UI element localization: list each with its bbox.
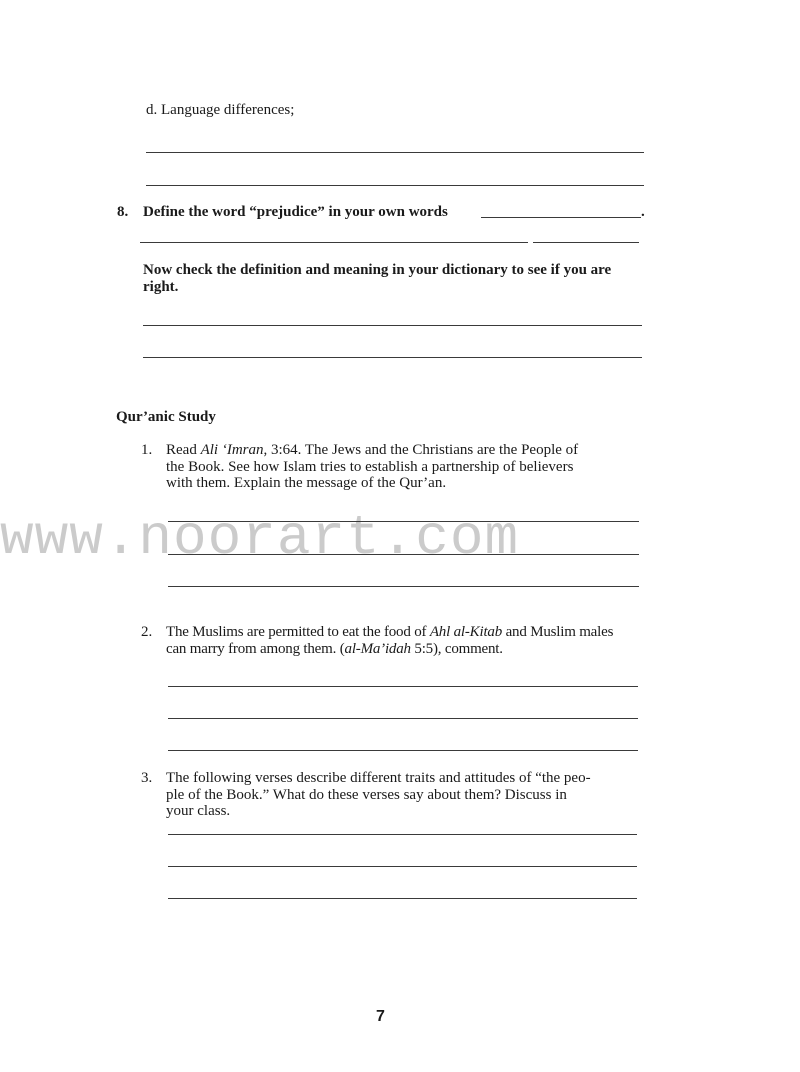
answer-line[interactable] xyxy=(168,834,637,835)
text-line: the Book. See how Islam tries to establish a partnership of believers xyxy=(166,458,574,475)
answer-line[interactable] xyxy=(168,586,639,587)
item-d-language-differences: d. Language differences; xyxy=(146,102,295,118)
answer-line[interactable] xyxy=(143,357,642,358)
question-8-number: 8. xyxy=(117,204,129,220)
answer-line[interactable] xyxy=(140,242,528,243)
text-line: ple of the Book.” What do these verses say about them? Discuss in xyxy=(166,786,567,803)
answer-line[interactable] xyxy=(146,185,644,186)
text-line: Read Ali ‘Imran, 3:64. The Jews and the Christians are the People of xyxy=(166,442,579,458)
answer-line[interactable] xyxy=(168,686,638,687)
answer-line[interactable] xyxy=(168,718,638,719)
inline-answer-line[interactable] xyxy=(481,217,641,218)
question-3-text xyxy=(166,770,591,820)
answer-line[interactable] xyxy=(168,750,638,751)
question-2-number: 2. xyxy=(141,624,153,640)
answer-line[interactable] xyxy=(168,554,639,555)
answer-line[interactable] xyxy=(168,866,637,867)
answer-line[interactable] xyxy=(146,152,644,153)
answer-line[interactable] xyxy=(168,521,639,522)
answer-line[interactable] xyxy=(168,898,637,899)
question-2-text xyxy=(166,624,613,657)
question-3-number: 3. xyxy=(141,770,153,786)
watermark: www.noorart.com xyxy=(0,506,520,570)
instruction-line: Now check the definition and meaning in your dictionary to see if you are xyxy=(143,262,612,278)
text-line: your class. xyxy=(166,803,231,819)
answer-line[interactable] xyxy=(533,242,639,243)
question-8-instruction xyxy=(143,262,611,295)
page-number: 7 xyxy=(376,1008,385,1025)
question-1-text xyxy=(166,442,578,492)
section-heading-quranic-study: Qur’anic Study xyxy=(116,409,216,425)
question-8-period: . xyxy=(641,204,645,220)
text-line: The Muslims are permitted to eat the food of Ahl al-Kitab and Muslim males xyxy=(166,624,614,640)
question-8-prompt: Define the word “prejudice” in your own words xyxy=(143,204,448,220)
question-1-number: 1. xyxy=(141,442,153,458)
instruction-line: right. xyxy=(143,278,179,295)
text-line: The following verses describe different traits and attitudes of “the peo- xyxy=(166,770,591,786)
answer-line[interactable] xyxy=(143,325,642,326)
text-line: with them. Explain the message of the Qur’an. xyxy=(166,475,447,491)
text-line: can marry from among them. (al-Ma’idah 5:5), comment. xyxy=(166,640,503,657)
